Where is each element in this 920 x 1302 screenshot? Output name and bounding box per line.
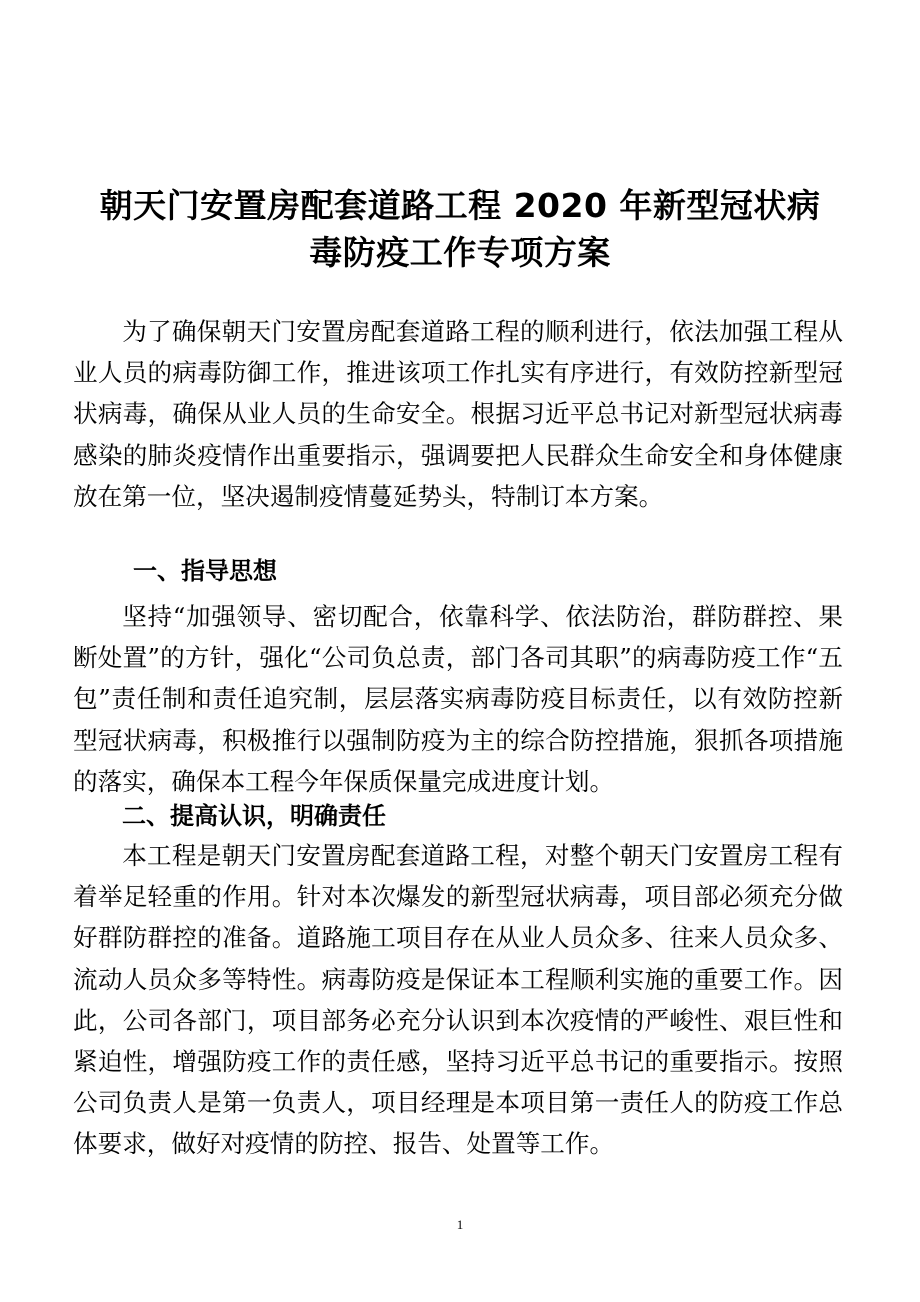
page-number: 1 [456,1217,464,1232]
section-heading-guiding-ideology: 一、指导思想 [133,557,277,585]
section-heading-responsibility: 二、提高认识，明确责任 [122,802,386,830]
intro-paragraph: 为了确保朝天门安置房配套道路工程的顺利进行，依法加强工程从业人员的病毒防御工作，推进该项工作扎实有序进行，有效防控新型冠状病毒，确保从业人员的生命安全。根据习近平总书记对新型冠状病毒感染的肺炎疫情作出重要指示，强调要把人民群众生命安全和身体健康放在第一位，坚决遏制疫情蔓延势头，特制订本方案。 [73,317,843,511]
document-title [60,182,860,276]
title-line-2: 毒防疫工作专项方案 [309,233,611,272]
section-paragraph-responsibility: 本工程是朝天门安置房配套道路工程，对整个朝天门安置房工程有着举足轻重的作用。针对本次爆发的新型冠状病毒，项目部必须充分做好群防群控的准备。道路施工项目存在从业人员众多、往来人员众多、流动人员众多等特性。病毒防疫是保证本工程顺利实施的重要工作。因此，公司各部门，项目部务必充分认识到本次疫情的严峻性、艰巨性和紧迫性，增强防疫工作的责任感，坚持习近平总书记的重要指示。按照公司负责人是第一负责人，项目经理是本项目第一责任人的防疫工作总体要求，做好对疫情的防控、报告、处置等工作。 [73,841,843,1159]
title-line-1: 朝天门安置房配套道路工程 2020 年新型冠状病 [99,186,821,225]
section-paragraph-guiding-ideology: 坚持“加强领导、密切配合，依靠科学、依法防治，群防群控、果断处置”的方针，强化“公司负总责，部门各司其职”的病毒防疫工作“五包”责任制和责任追究制，层层落实病毒防疫目标责任，以有效防控新型冠状病毒，积极推行以强制防疫为主的综合防控措施，狠抓各项措施的落实，确保本工程今年保质保量完成进度计划。 [73,602,843,796]
